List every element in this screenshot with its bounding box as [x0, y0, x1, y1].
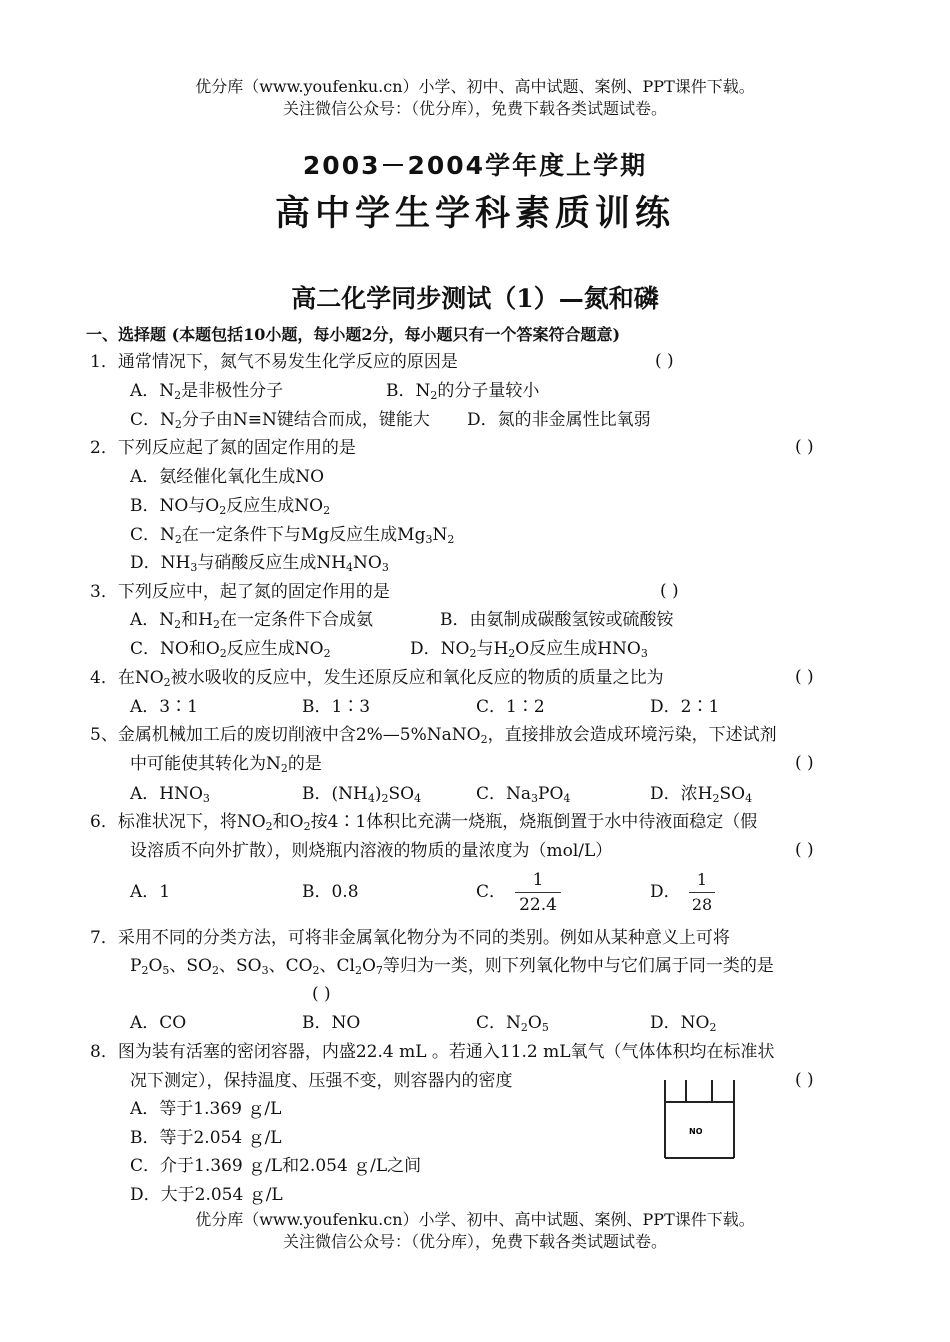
title-year: 2003－2004学年度上学期	[302, 151, 648, 180]
q3-stem: 3．下列反应中，起了氮的固定作用的是	[90, 582, 390, 602]
q6-option-d: D．	[650, 882, 681, 902]
q7-option-a: A．CO	[130, 1013, 187, 1033]
q7-option-b: B．NO	[302, 1013, 361, 1033]
q5-option-c: C．$Na_3PO_4$	[476, 784, 571, 805]
q6-option-a: A．1	[130, 882, 171, 902]
footer-line-1: 优分库（www.youfenku.cn）小学、初中、高中试题、案例、PPT课件下载。	[195, 1210, 755, 1229]
header-banner	[0, 76, 950, 120]
q2-option-c: C．$N_2$在一定条件下与Mg反应生成$Mg_3N_2$	[130, 525, 455, 546]
q2-option-a: A．氨经催化氧化生成NO	[130, 467, 325, 487]
q4-option-c: C．1∶2	[476, 697, 545, 717]
q6-bracket: ( )	[795, 840, 814, 860]
q3-option-d: D．$NO_2$与$H_2O$反应生成$HNO_3$	[410, 639, 648, 660]
q5-bracket: ( )	[795, 753, 814, 773]
q5-stem-line-2: 中可能使其转化为$N_2$的是	[130, 754, 322, 775]
q7-option-c: C．$N_2O_5$	[476, 1013, 549, 1034]
q5-option-a: A．$HNO_3$	[130, 784, 210, 805]
q4-bracket: ( )	[795, 667, 814, 687]
fraction-numerator: 1	[696, 870, 708, 889]
header-line-1: 优分库（www.youfenku.cn）小学、初中、高中试题、案例、PPT课件下载。	[195, 77, 755, 96]
fraction-denominator: 28	[691, 895, 713, 914]
q8-option-d: D．大于2.054 ｇ/L	[130, 1185, 283, 1205]
q6-option-c-fraction	[515, 870, 561, 915]
fraction-bar	[689, 892, 715, 893]
q8-option-a: A．等于1.369 ｇ/L	[130, 1099, 282, 1119]
q6-option-b: B．0.8	[302, 882, 359, 902]
title-sub: 高二化学同步测试（1）—氮和磷	[291, 284, 659, 313]
q6-option-c: C．	[476, 882, 507, 902]
q7-option-d: D．$NO_2$	[650, 1013, 717, 1034]
q8-option-b: B．等于2.054 ｇ/L	[130, 1128, 282, 1148]
q3-option-c: C．NO和$O_2$反应生成$NO_2$	[130, 639, 331, 660]
q1-option-b: B．$N_2$的分子量较小	[386, 381, 540, 402]
q6-stem-line-2: 设溶质不向外扩散），则烧瓶内溶液的物质的量浓度为（mol/L）	[130, 841, 613, 861]
q4-option-a: A．3∶1	[130, 697, 198, 717]
q6-stem-line-1: 6．标准状况下，将$NO_2$和$O_2$按4∶1体积比充满一烧瓶，烧瓶倒置于水中待液面稳定（假	[90, 812, 758, 833]
q2-option-b: B．NO与$O_2$反应生成$NO_2$	[130, 496, 331, 517]
q3-option-b: B．由氨制成碳酸氢铵或硫酸铵	[440, 610, 674, 630]
q7-stem-line-2: $P_2O_5$、$SO_2$、$SO_3$、$CO_2$、$Cl_2O_7$等归为一类，则下列氧化物中与它们属于同一类的是	[130, 956, 774, 977]
q4-option-b: B．1∶3	[302, 697, 371, 717]
q2-bracket: ( )	[795, 437, 814, 457]
piston-container-figure	[660, 1078, 740, 1162]
title-main: 高中学生学科素质训练	[274, 194, 675, 234]
footer-banner	[0, 1209, 950, 1253]
q3-option-a: A．$N_2$和$H_2$在一定条件下合成氨	[130, 610, 373, 631]
fraction-numerator: 1	[532, 870, 544, 890]
q2-option-d: D．$NH_3$与硝酸反应生成$NH_4NO_3$	[130, 553, 389, 574]
header-line-2: 关注微信公众号：（优分库），免费下载各类试题试卷。	[282, 99, 667, 118]
q4-stem: 4．在$NO_2$被水吸收的反应中，发生还原反应和氧化反应的物质的质量之比为	[90, 668, 664, 689]
q1-option-c: C．$N_2$分子由N≡N键结合而成，键能大	[130, 410, 430, 431]
fraction-denominator: 22.4	[519, 895, 557, 915]
q4-option-d: D．2∶1	[650, 697, 720, 717]
q5-option-d: D．浓$H_2SO_4$	[650, 784, 753, 805]
q7-bracket: ( )	[312, 984, 331, 1004]
q7-stem-line-1: 7．采用不同的分类方法，可将非金属氧化物分为不同的类别。例如从某种意义上可将	[90, 928, 730, 948]
q8-stem-line-1: 8．图为装有活塞的密闭容器，内盛22.4 mL 。若通入11.2 mL氧气（气体体积均在标准状	[90, 1042, 775, 1062]
q8-stem-line-2: 况下测定），保持温度、压强不变，则容器内的密度	[130, 1071, 513, 1091]
section-heading: 一、选择题 (本题包括10小题，每小题2分，每小题只有一个答案符合题意)	[86, 325, 621, 344]
q1-option-a: A．$N_2$是非极性分子	[130, 381, 284, 402]
footer-line-2: 关注微信公众号：（优分库），免费下载各类试题试卷。	[282, 1232, 667, 1251]
q6-option-d-fraction	[689, 870, 715, 915]
q1-stem: 1．通常情况下，氮气不易发生化学反应的原因是	[90, 352, 458, 372]
q1-option-d: D．氮的非金属性比氧弱	[467, 410, 651, 430]
q8-bracket: ( )	[795, 1070, 814, 1090]
q5-option-b: B．$(NH_4)_2SO_4$	[302, 784, 422, 805]
fraction-bar	[515, 892, 561, 893]
q2-stem: 2．下列反应起了氮的固定作用的是	[90, 438, 356, 458]
q1-bracket: ( )	[655, 351, 674, 371]
q5-stem-line-1: 5、金属机械加工后的废切削液中含2%—5%NaNO$_2$，直接排放会造成环境污染，下述试剂	[90, 725, 777, 746]
q3-bracket: ( )	[660, 581, 679, 601]
figure-gas-label: NO	[689, 1127, 703, 1136]
q8-option-c: C．介于1.369 ｇ/L和2.054 ｇ/L之间	[130, 1156, 422, 1176]
